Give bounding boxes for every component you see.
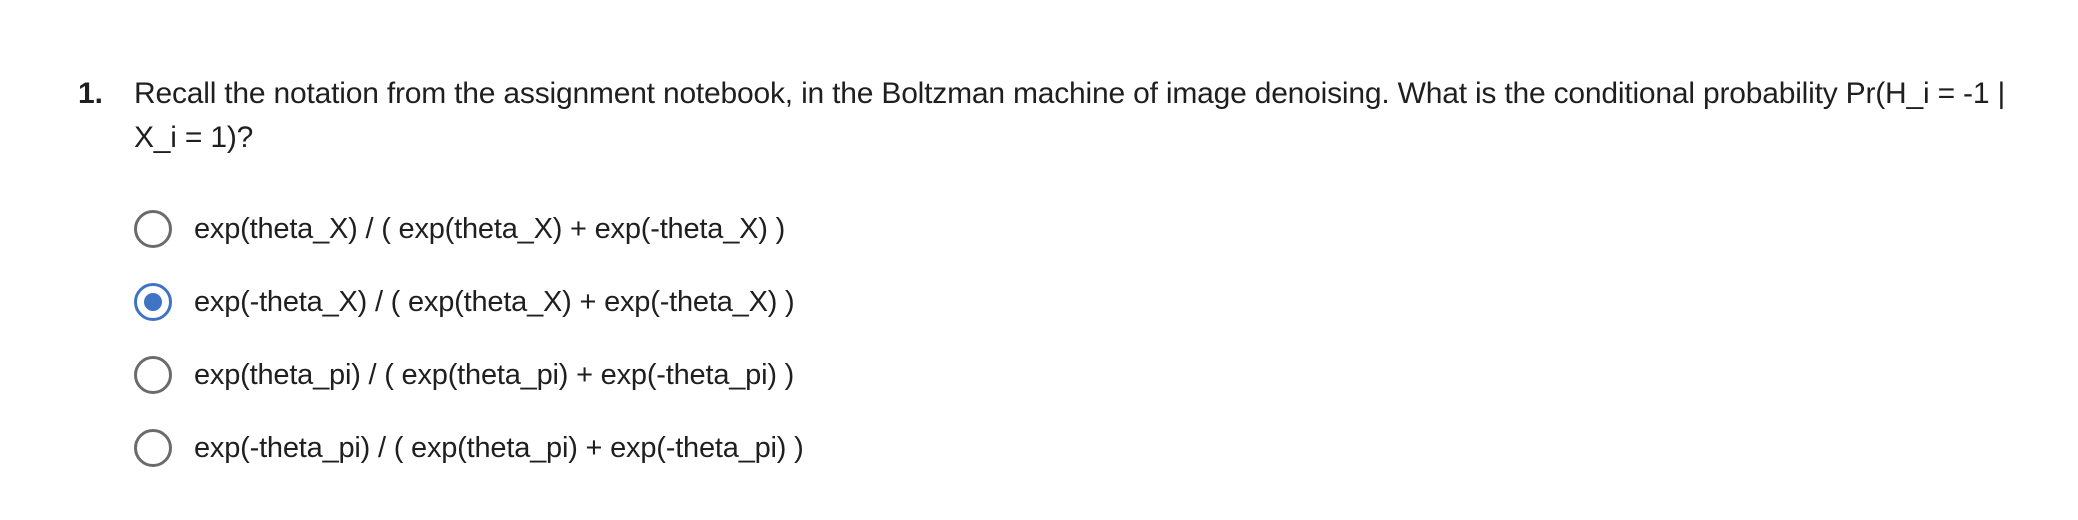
answer-option-label: exp(-theta_X) / ( exp(theta_X) + exp(-theta_X) ): [194, 285, 795, 318]
answer-option-2[interactable]: [134, 265, 804, 338]
answer-option-1[interactable]: [134, 192, 804, 265]
answer-option-label: exp(theta_pi) / ( exp(theta_pi) + exp(-theta_pi) ): [194, 358, 795, 391]
question-text: Recall the notation from the assignment notebook, in the Boltzman machine of image denoising. What is the conditional probability Pr(H_i = -1 | X_i = 1)?: [134, 77, 2006, 154]
radio-button-4[interactable]: [134, 429, 172, 467]
answer-option-label: exp(-theta_pi) / ( exp(theta_pi) + exp(-theta_pi) ): [194, 431, 804, 464]
radio-button-3[interactable]: [134, 356, 172, 394]
answer-options: [134, 192, 804, 484]
radio-button-1[interactable]: [134, 210, 172, 248]
question-number: 1.: [78, 77, 104, 110]
answer-option-3[interactable]: [134, 338, 804, 411]
radio-button-2[interactable]: [134, 283, 172, 321]
answer-option-label: exp(theta_X) / ( exp(theta_X) + exp(-theta_X) ): [194, 212, 786, 245]
answer-option-4[interactable]: [134, 411, 804, 484]
